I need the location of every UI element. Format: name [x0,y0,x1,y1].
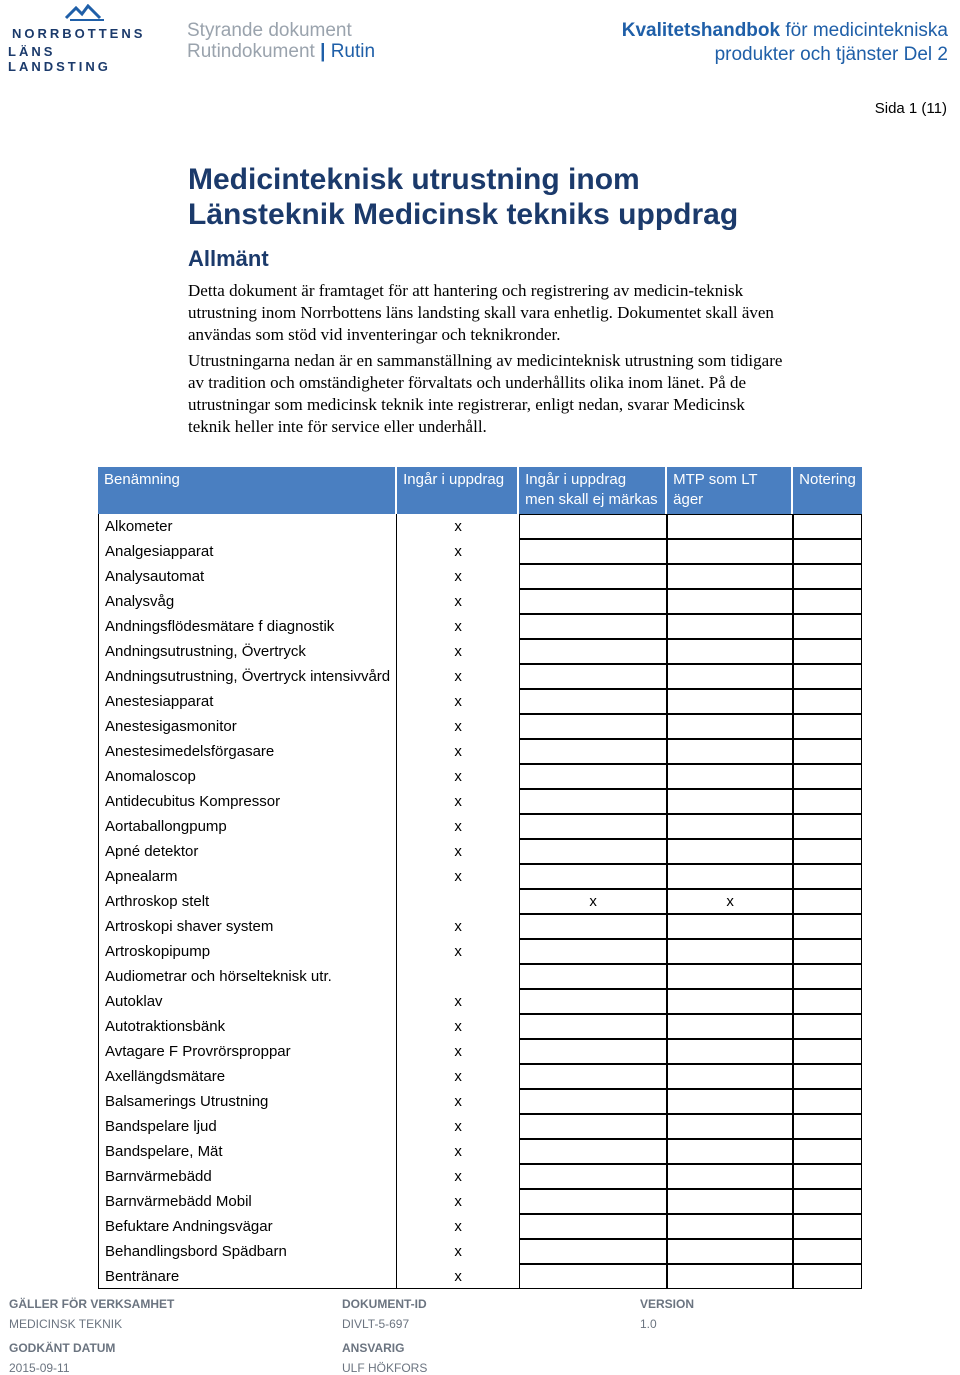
table-row [98,689,862,714]
cell-note [793,614,862,639]
footer-version-value: 1.0 [640,1317,657,1331]
cell-name: Bandspelare ljud [98,1114,397,1139]
footer-dokid-label: DOKUMENT-ID [342,1297,427,1311]
cell-included-no-label [519,739,667,764]
table-row [98,714,862,739]
cell-mtp-owned [667,939,793,964]
cell-note [793,564,862,589]
cell-mtp-owned [667,1214,793,1239]
cell-note [793,814,862,839]
table-row [98,564,862,589]
cell-included: x [454,918,462,935]
cell-mtp-owned [667,1164,793,1189]
cell-note [793,589,862,614]
cell-included: x [454,1218,462,1235]
table-row [98,639,862,664]
cell-name: Aortaballongpump [98,814,397,839]
footer-ansvarig-label: ANSVARIG [342,1341,405,1355]
cell-note [793,1114,862,1139]
table-row [98,764,862,789]
cell-mtp-owned [667,739,793,764]
cell-name: Anestesimedelsförgasare [98,739,397,764]
cell-name: Andningsutrustning, Övertryck intensivvård [98,664,397,689]
cell-mtp-owned [667,814,793,839]
cell-mtp-owned: x [667,889,793,914]
cell-name: Barnvärmebädd Mobil [98,1189,397,1214]
cell-mtp-owned [667,1089,793,1114]
cell-included: x [454,1093,462,1110]
cell-name: Anestesigasmonitor [98,714,397,739]
table-row [98,614,862,639]
cell-included: x [454,1018,462,1035]
table-row [98,939,862,964]
cell-mtp-owned [667,964,793,989]
cell-included: x [454,1193,462,1210]
col-header-mtp-owned: MTP som LT äger [667,467,793,514]
cell-included: x [454,593,462,610]
cell-included: x [454,518,462,535]
cell-included-no-label [519,1264,667,1289]
cell-included-no-label [519,714,667,739]
cell-included: x [454,743,462,760]
cell-name: Anomaloscop [98,764,397,789]
table-row [98,789,862,814]
intro-paragraph-1: Detta dokument är framtaget för att hantering och registrering av medicin-teknisk utrustning inom Norrbottens läns landsting skall vara enhetlig. Dokumentet skall även användas som stöd vid inventeringar och teknikronder. [188,281,774,344]
page-number: Sida 1 (11) [874,100,947,117]
cell-included-no-label [519,1189,667,1214]
footer-verksamhet-label: GÄLLER FÖR VERKSAMHET [9,1297,175,1311]
handbook-line2: produkter och tjänster Del 2 [714,44,948,65]
table-row [98,1114,862,1139]
cell-note [793,964,862,989]
cell-name: Bandspelare, Mät [98,1139,397,1164]
handbook-bold: Kvalitetshandbok [621,20,781,41]
cell-included: x [454,668,462,685]
table-row [98,1239,862,1264]
table-row [98,964,862,989]
cell-note [793,1164,862,1189]
equipment-table [98,467,862,1289]
table-row [98,1064,862,1089]
cell-mtp-owned [667,1264,793,1289]
cell-note [793,539,862,564]
footer-datum-label: GODKÄNT DATUM [9,1341,116,1355]
cell-included: x [454,1043,462,1060]
cell-included: x [454,643,462,660]
footer-datum [9,1341,115,1375]
logo-line2: LÄNS LANDSTING [8,44,111,74]
table-row [98,1089,862,1114]
table-row [98,539,862,564]
cell-included-no-label [519,989,667,1014]
cell-name: Axellängdsmätare [98,1064,397,1089]
section-heading: Allmänt [188,246,269,271]
cell-name: Apné detektor [98,839,397,864]
cell-name: Analgesiapparat [98,539,397,564]
footer-datum-value: 2015-09-11 [9,1361,70,1375]
cell-name: Autotraktionsbänk [98,1014,397,1039]
cell-note [793,839,862,864]
doc-type-line2: Rutindokument [187,41,315,62]
cell-included-no-label [519,764,667,789]
cell-included: x [454,1118,462,1135]
cell-note [793,1139,862,1164]
table-header-row [98,467,862,514]
cell-note [793,889,862,914]
cell-included-no-label [519,939,667,964]
footer-verksamhet-value: MEDICINSK TEKNIK [9,1317,123,1331]
table-row [98,1164,862,1189]
col-header-included: Ingår i uppdrag [397,467,519,514]
cell-note [793,1064,862,1089]
cell-mtp-owned [667,714,793,739]
cell-included-no-label [519,614,667,639]
cell-note [793,714,862,739]
cell-included-no-label [519,539,667,564]
table-row [98,889,862,914]
cell-mtp-owned [667,539,793,564]
table-row [98,1014,862,1039]
col-header-note: Notering [793,467,862,514]
footer-version [640,1297,694,1331]
table-row [98,1039,862,1064]
cell-mtp-owned [667,639,793,664]
cell-name: Behandlingsbord Spädbarn [98,1239,397,1264]
cell-name: Barnvärmebädd [98,1164,397,1189]
cell-mtp-owned [667,1014,793,1039]
handbook-rest: för medicintekniska [780,20,948,41]
cell-mtp-owned [667,789,793,814]
cell-included: x [454,818,462,835]
cell-name: Arthroskop stelt [98,889,397,914]
cell-note [793,1189,862,1214]
title-line2: Länsteknik Medicinsk tekniks uppdrag [188,198,739,231]
cell-included-no-label [519,914,667,939]
cell-note [793,1089,862,1114]
cell-included: x [454,718,462,735]
cell-included: x [397,1264,519,1289]
cell-name: Artroskopipump [98,939,397,964]
title-line1: Medicinteknisk utrustning inom [188,163,640,196]
cell-mtp-owned [667,589,793,614]
cell-included: x [454,693,462,710]
cell-name: Befuktare Andningsvägar [98,1214,397,1239]
cell-name: Analysvåg [98,589,397,614]
cell-included-no-label [519,1089,667,1114]
cell-mtp-owned [667,1139,793,1164]
cell-note [793,989,862,1014]
footer-ansvarig [342,1341,427,1375]
cell-note [793,764,862,789]
cell-included-no-label [519,839,667,864]
cell-included-no-label [519,789,667,814]
cell-included: x [454,843,462,860]
cell-name: Avtagare F Provrörsproppar [98,1039,397,1064]
cell-included: x [454,1243,462,1260]
cell-note [793,689,862,714]
doc-type-rutin: Rutin [330,41,376,62]
cell-note [793,1014,862,1039]
cell-note [793,664,862,689]
cell-included-no-label [519,1064,667,1089]
logo-line1: NORRBOTTENS [12,26,146,41]
cell-included: x [454,1068,462,1085]
cell-included: x [454,993,462,1010]
cell-mtp-owned [667,1239,793,1264]
cell-included-no-label: x [519,889,667,914]
document-type [187,20,375,62]
cell-name: Balsamerings Utrustning [98,1089,397,1114]
cell-mtp-owned [667,914,793,939]
footer-version-label: VERSION [640,1297,695,1311]
footer-ansvarig-value: ULF HÖKFORS [342,1361,428,1375]
cell-mtp-owned [667,839,793,864]
cell-included-no-label [519,589,667,614]
table-row [98,1214,862,1239]
cell-name: Anestesiapparat [98,689,397,714]
cell-included-no-label [519,1039,667,1064]
table-row [98,589,862,614]
cell-mtp-owned [667,989,793,1014]
table-row [98,1189,862,1214]
cell-name: Bentränare [98,1264,397,1289]
cell-included: x [454,1168,462,1185]
cell-included-no-label [519,1239,667,1264]
cell-mtp-owned [667,514,793,539]
cell-mtp-owned [667,689,793,714]
cell-included: x [454,943,462,960]
cell-name: Audiometrar och hörselteknisk utr. [98,964,397,989]
cell-included-no-label [519,689,667,714]
cell-note [793,739,862,764]
document-title [188,162,908,232]
cell-included-no-label [519,1114,667,1139]
table-row [98,739,862,764]
cell-mtp-owned [667,864,793,889]
cell-note [793,1039,862,1064]
intro-paragraph-2: Utrustningarna nedan är en sammanställning av medicinteknisk utrustning som tidigare av tradition och omständigheter förvaltats och underhållits olika inom länet. På de utrustningar som medicinsk teknik inte registrerar, enligt nedan, svarar Medicinsk teknik heller inte för service eller underhåll. [188,351,783,436]
cell-mtp-owned [667,1064,793,1089]
cell-included-no-label [519,664,667,689]
cell-note [793,914,862,939]
handbook-title [622,19,948,67]
table-row [98,814,862,839]
cell-mtp-owned [667,764,793,789]
cell-included [397,964,519,989]
cell-included: x [454,1143,462,1160]
cell-note [793,789,862,814]
cell-name: Andningsutrustning, Övertryck [98,639,397,664]
footer-dokid [342,1297,427,1331]
doc-type-separator: | [320,41,326,62]
cell-included-no-label [519,514,667,539]
organization-logo [8,4,158,74]
table-row [98,664,862,689]
cell-included-no-label [519,564,667,589]
cell-mtp-owned [667,664,793,689]
cell-included-no-label [519,1139,667,1164]
cell-name: Artroskopi shaver system [98,914,397,939]
cell-name: Analysautomat [98,564,397,589]
table-row [98,1264,862,1289]
table-row [98,839,862,864]
cell-included: x [454,768,462,785]
col-header-name: Benämning [98,467,397,514]
cell-included-no-label [519,964,667,989]
cell-name: Andningsflödesmätare f diagnostik [98,614,397,639]
cell-note [793,1264,862,1289]
cell-included: x [454,868,462,885]
table-row [98,989,862,1014]
cell-included-no-label [519,1214,667,1239]
footer-verksamhet [9,1297,174,1331]
cell-note [793,514,862,539]
cell-included-no-label [519,814,667,839]
cell-included: x [454,568,462,585]
cell-note [793,864,862,889]
cell-mtp-owned [667,564,793,589]
cell-included-no-label [519,1164,667,1189]
col-header-included-no-label: Ingår i uppdrag men skall ej märkas [519,467,667,514]
table-row [98,1139,862,1164]
doc-type-line1: Styrande dokument [187,20,352,41]
cell-mtp-owned [667,614,793,639]
cell-included [397,889,519,914]
cell-name: Apnealarm [98,864,397,889]
table-row [98,864,862,889]
cell-included: x [454,793,462,810]
cell-included-no-label [519,639,667,664]
table-row [98,914,862,939]
cell-mtp-owned [667,1114,793,1139]
cell-included: x [454,618,462,635]
table-row [98,514,862,539]
cell-note [793,1239,862,1264]
cell-included-no-label [519,864,667,889]
cell-included-no-label [519,1014,667,1039]
footer-dokid-value: DIVLT-5-697 [342,1317,410,1331]
cell-note [793,939,862,964]
cell-name: Autoklav [98,989,397,1014]
cell-name: Antidecubitus Kompressor [98,789,397,814]
cell-included: x [454,543,462,560]
cell-note [793,639,862,664]
cell-note [793,1214,862,1239]
cell-mtp-owned [667,1039,793,1064]
cell-name: Alkometer [98,514,397,539]
cell-mtp-owned [667,1189,793,1214]
